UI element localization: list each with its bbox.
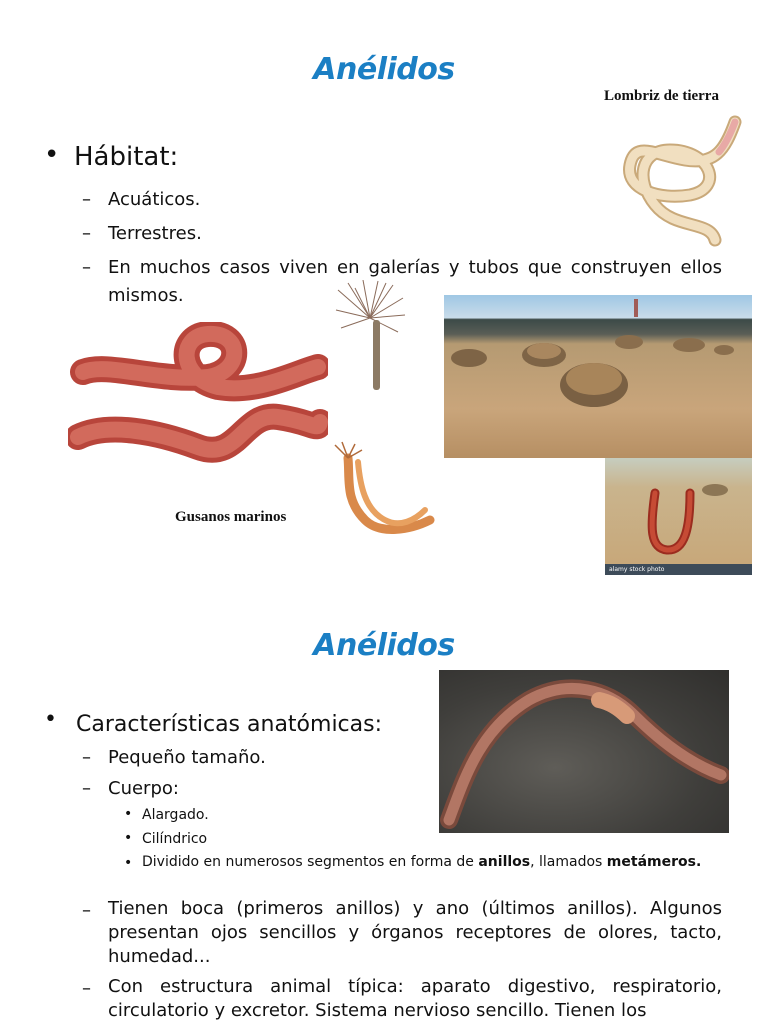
list-item: Terrestres. xyxy=(108,223,202,244)
habitat-heading: Hábitat: xyxy=(74,142,179,172)
beach-casts-photo xyxy=(444,295,752,458)
slide-title: Anélidos xyxy=(313,628,455,663)
watermark-text: alamy stock photo xyxy=(609,566,665,573)
sub-bullet: • xyxy=(124,855,133,871)
sub-bullet: • xyxy=(124,806,133,822)
earthworm-caption: Lombriz de tierra xyxy=(604,88,719,104)
slide-title: Anélidos xyxy=(313,52,455,87)
list-item: En muchos casos viven en galerías y tubos que construyen ellos mismos. xyxy=(108,257,722,306)
divided-bold-anillos: anillos xyxy=(478,854,531,870)
list-item: Acuáticos. xyxy=(108,189,201,210)
sub-list-item-divided xyxy=(142,853,722,872)
divided-text-pre: Dividido en numerosos segmentos en forma de xyxy=(142,854,479,870)
list-item: Pequeño tamaño. xyxy=(108,747,266,768)
dash: – xyxy=(82,223,91,244)
list-item: Tienen boca (primeros anillos) y ano (últimos anillos). Algunos presentan ojos sencillos y órganos receptores de olores, tacto, humedad... xyxy=(108,898,722,967)
divided-text-mid: , llamados xyxy=(530,854,607,870)
sub-list-item: Alargado. xyxy=(142,807,209,823)
dash: – xyxy=(82,189,91,210)
dash: – xyxy=(82,747,91,768)
anatomy-heading: Características anatómicas: xyxy=(76,712,383,737)
sub-list-item: Cilíndrico xyxy=(142,831,208,847)
list-item: Cuerpo: xyxy=(108,778,179,799)
slide-anatomy xyxy=(0,595,768,1024)
sub-bullet: • xyxy=(124,830,133,846)
earthworm-photo xyxy=(439,670,729,833)
dash: – xyxy=(82,978,91,999)
bullet-dot: • xyxy=(44,707,57,732)
worm-in-sand-photo xyxy=(605,458,752,575)
orange-worm-illustration xyxy=(330,440,435,540)
earthworm-illustration xyxy=(615,110,750,250)
list-item: Con estructura animal típica: aparato digestivo, respiratorio, circulatorio y excretor. Sistema nervioso sencillo. Tienen los xyxy=(108,976,722,1021)
feather-worm-illustration xyxy=(333,280,408,395)
dash: – xyxy=(82,900,91,921)
dash: – xyxy=(82,257,91,278)
bullet-dot: • xyxy=(44,140,60,170)
dash: – xyxy=(82,778,91,799)
marine-worm-illustration xyxy=(68,322,328,487)
divided-bold-metameros: metámeros. xyxy=(606,854,702,870)
marine-worms-caption: Gusanos marinos xyxy=(175,509,287,525)
